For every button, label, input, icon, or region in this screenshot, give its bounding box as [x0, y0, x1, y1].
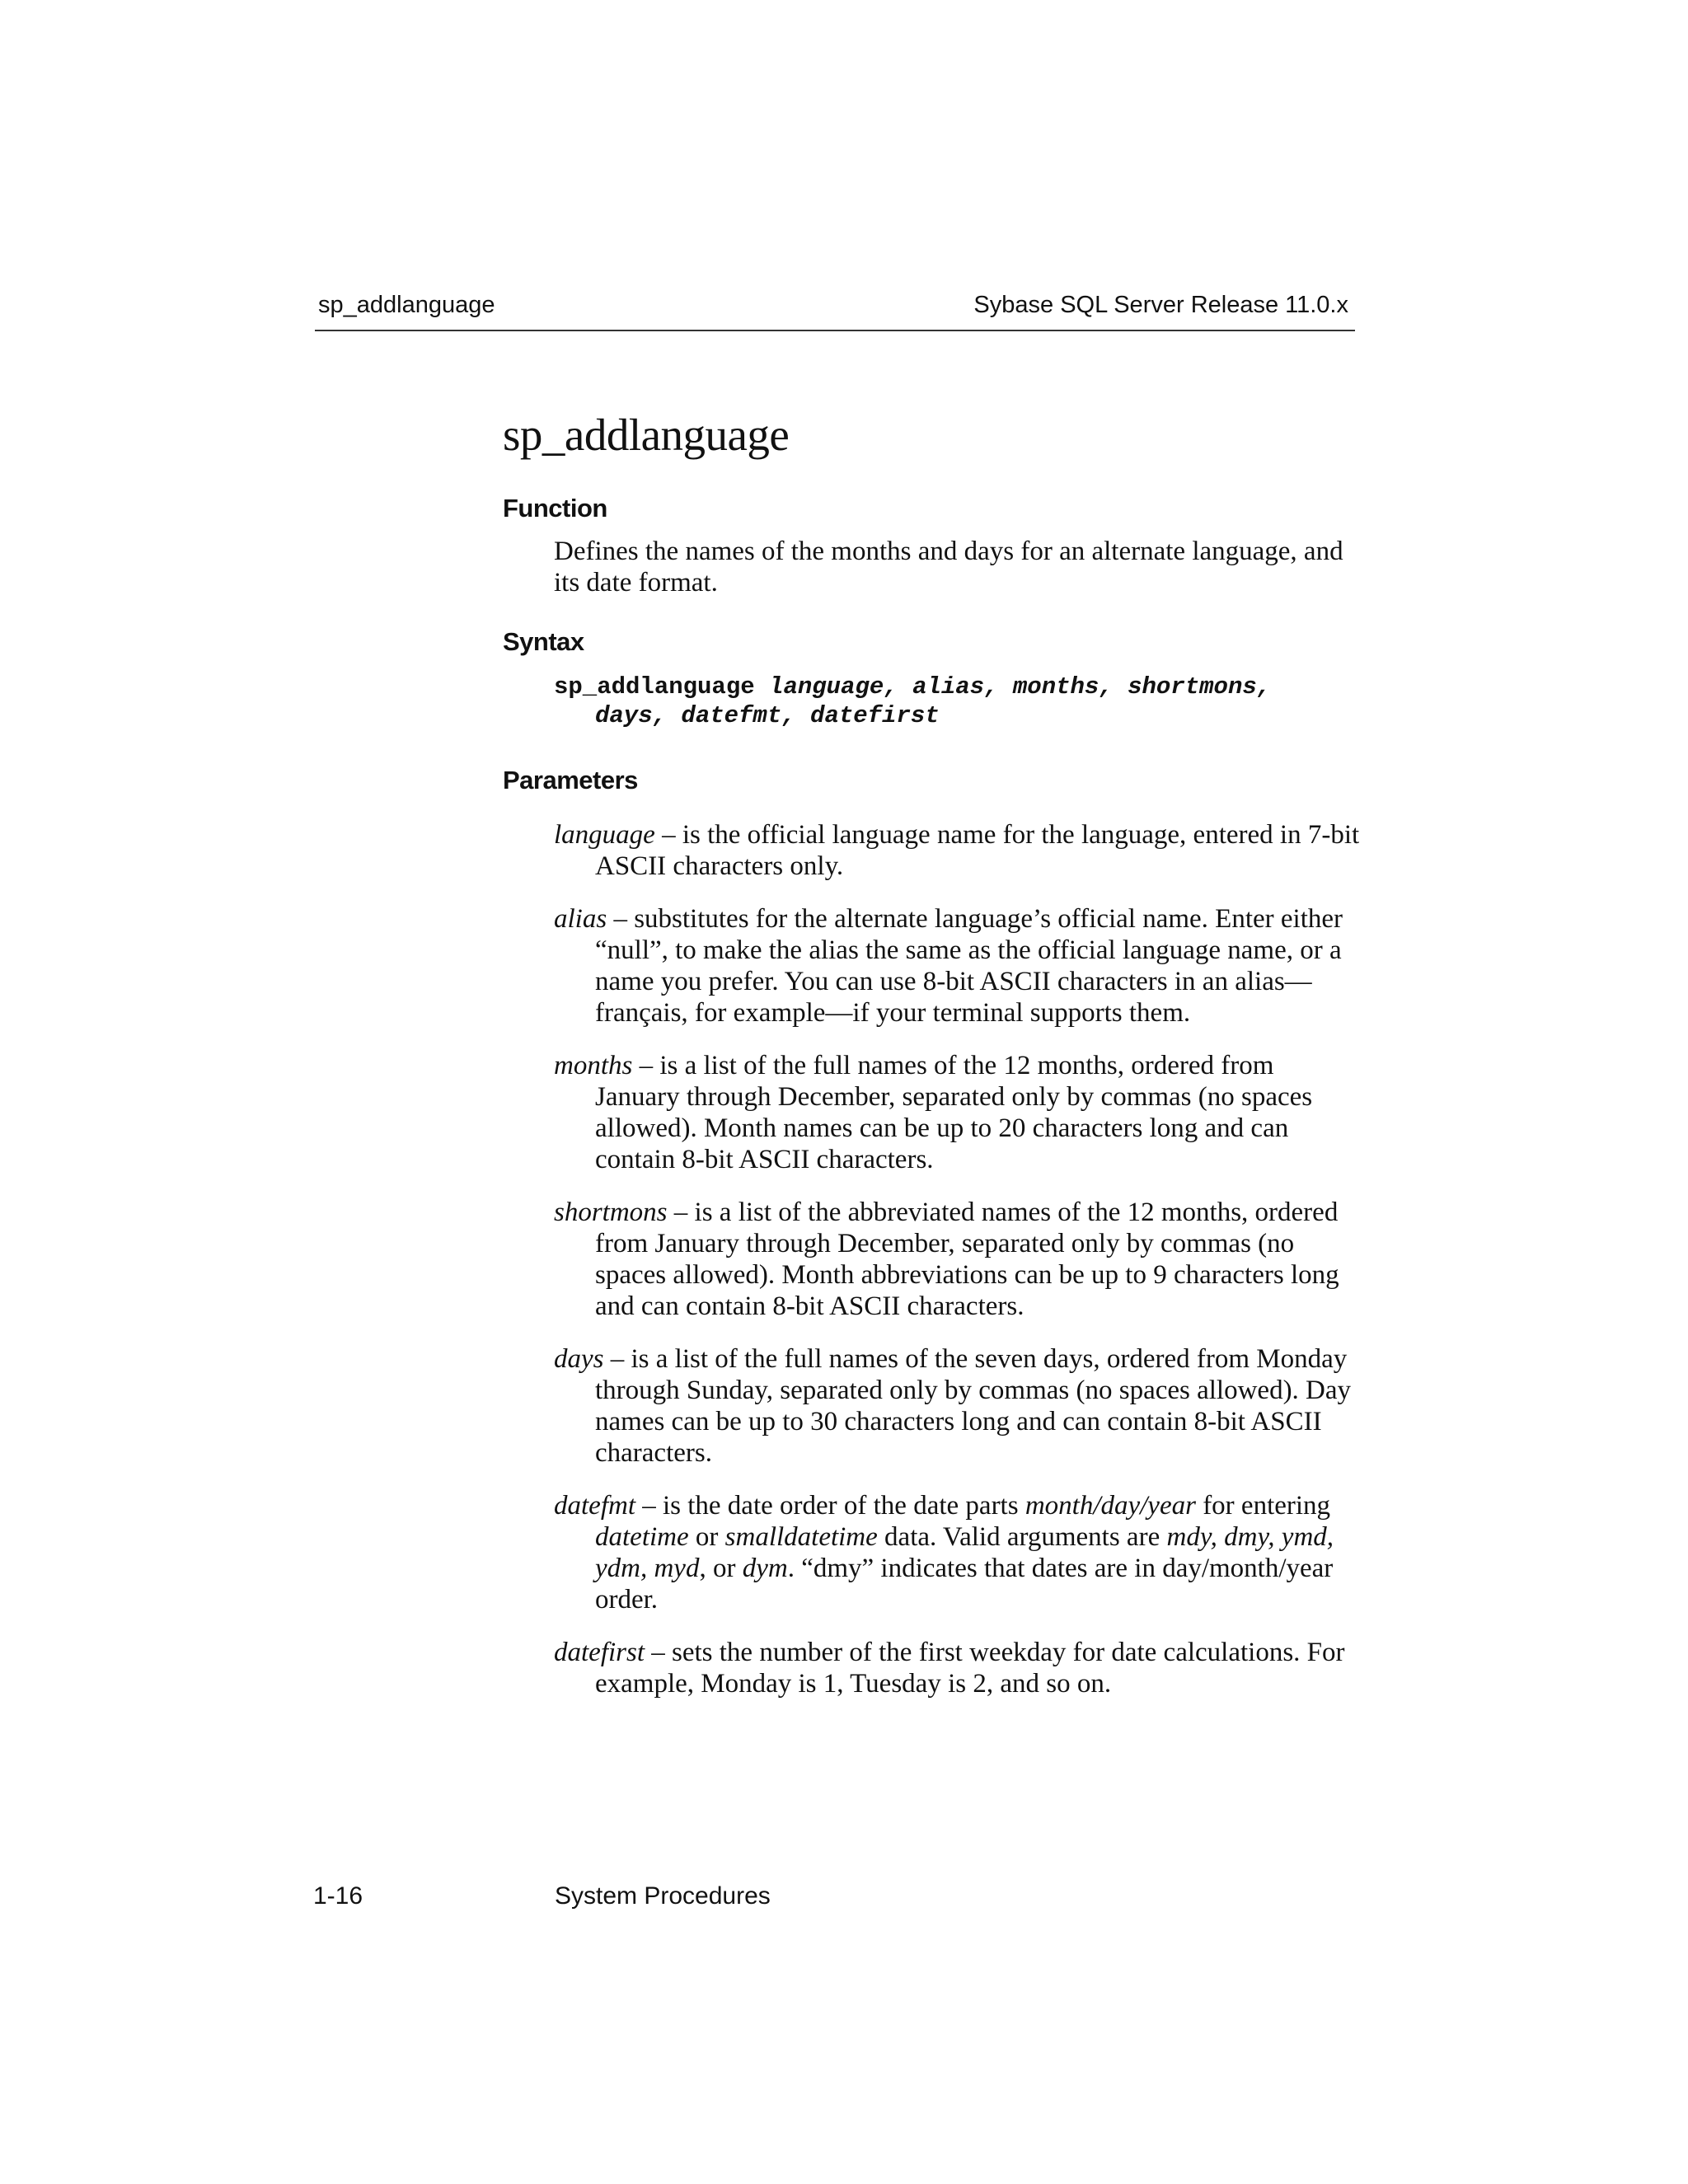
- function-text: Defines the names of the months and days for an alternate language, and its date format.: [554, 537, 1343, 598]
- param-desc-italic: dym: [742, 1554, 788, 1583]
- param-desc: – is a list of the abbreviated names of the 12 months, ordered from January through December, separated only by commas (no spaces allowed). Month abbreviations can be up to 9 characters long and can contain 8-bit ASCII characters.: [595, 1197, 1339, 1321]
- main-content: [503, 402, 1360, 1721]
- param-desc-part: . “dmy” indicates that dates are in day/month/year order.: [595, 1554, 1334, 1615]
- param-datefmt: [554, 1490, 1360, 1615]
- param-desc: – sets the number of the first weekday for date calculations. For example, Monday is 1, Tuesday is 2, and so on.: [595, 1638, 1345, 1699]
- syntax-block: [554, 673, 1360, 730]
- header-release: Sybase SQL Server Release 11.0.x: [973, 292, 1348, 318]
- running-header: [315, 288, 1355, 331]
- parameters-heading: Parameters: [503, 766, 638, 794]
- page-number: 1-16: [313, 1882, 363, 1910]
- param-desc-italic: datetime: [595, 1522, 689, 1552]
- syntax-args-2: days, datefmt, datefirst: [595, 702, 940, 729]
- syntax-heading: Syntax: [503, 627, 584, 656]
- param-months: [554, 1050, 1360, 1175]
- param-desc: – is a list of the full names of the 12 months, ordered from January through December, separated only by commas (no spaces allowed). Month names can be up to 20 characters long and can contain 8-bit ASCII characters.: [595, 1051, 1313, 1174]
- param-name: days: [554, 1344, 604, 1374]
- param-desc-italic: mdy, dmy, ymd, ydm, myd: [595, 1522, 1334, 1583]
- param-name: alias: [554, 904, 607, 934]
- page-title: sp_addlanguage: [503, 410, 790, 460]
- function-heading: Function: [503, 494, 607, 523]
- param-desc-part: data. Valid arguments are: [877, 1522, 1167, 1552]
- param-name: datefmt: [554, 1491, 635, 1521]
- param-desc: – is a list of the full names of the seven days, ordered from Monday through Sunday, separated only by commas (no spaces allowed). Day names can be up to 30 characters long and can contain 8-bit ASCII characters.: [595, 1344, 1352, 1468]
- syntax-args-1: language, alias, months, shortmons,: [769, 673, 1272, 701]
- param-desc-italic: smalldatetime: [724, 1522, 878, 1552]
- header-topic: sp_addlanguage: [318, 292, 495, 318]
- param-desc-part: , or: [699, 1554, 743, 1583]
- parameter-list: [503, 819, 1360, 1699]
- param-language: [554, 819, 1360, 882]
- syntax-command: sp_addlanguage: [554, 673, 755, 701]
- param-name: shortmons: [554, 1197, 668, 1227]
- syntax-line-2: [554, 701, 1360, 730]
- param-desc-italic: month/day/year: [1025, 1491, 1196, 1521]
- param-desc-part: or: [688, 1522, 725, 1552]
- param-datefirst: [554, 1637, 1360, 1699]
- param-desc-part: – is the date order of the date parts: [635, 1491, 1025, 1521]
- param-shortmons: [554, 1197, 1360, 1322]
- param-name: language: [554, 820, 655, 850]
- param-desc-part: for entering: [1195, 1491, 1331, 1521]
- param-name: datefirst: [554, 1638, 645, 1667]
- param-desc: – is the official language name for the language, entered in 7-bit ASCII characters only.: [595, 820, 1360, 881]
- syntax-line-1: [554, 673, 1360, 701]
- param-desc: – substitutes for the alternate language’s official name. Enter either “null”, to make the alias the same as the official language name, or a name you prefer. You can use 8-bit ASCII characters in an alias—français, for example—if your terminal supports them.: [595, 904, 1343, 1028]
- param-days: [554, 1343, 1360, 1469]
- param-alias: [554, 903, 1360, 1029]
- param-name: months: [554, 1051, 633, 1080]
- book-title: System Procedures: [555, 1882, 771, 1910]
